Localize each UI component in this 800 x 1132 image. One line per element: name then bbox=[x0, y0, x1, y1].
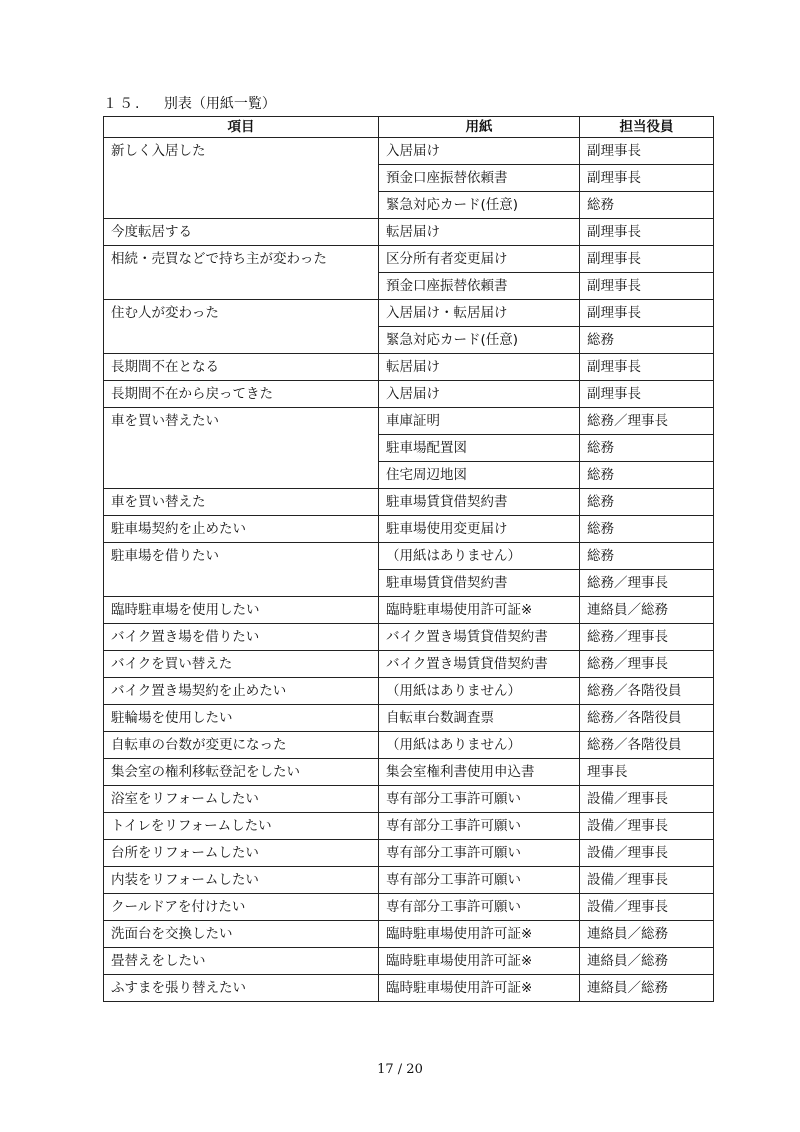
table-row bbox=[104, 138, 714, 165]
officer-cell: 設備／理事長 bbox=[580, 894, 714, 921]
form-cell: 専有部分工事許可願い bbox=[379, 840, 580, 867]
officer-cell: 副理事長 bbox=[580, 273, 714, 300]
officer-cell: 副理事長 bbox=[580, 381, 714, 408]
officer-cell: 連絡員／総務 bbox=[580, 948, 714, 975]
section-number: １５. bbox=[103, 96, 142, 112]
officer-cell: 副理事長 bbox=[580, 246, 714, 273]
item-cell bbox=[104, 273, 379, 300]
officer-cell: 設備／理事長 bbox=[580, 813, 714, 840]
table-row bbox=[104, 894, 714, 921]
officer-cell: 総務／各階役員 bbox=[580, 678, 714, 705]
form-cell: 臨時駐車場使用許可証※ bbox=[379, 975, 580, 1002]
table-row bbox=[104, 975, 714, 1002]
header-form: 用紙 bbox=[379, 117, 580, 138]
officer-cell: 総務 bbox=[580, 327, 714, 354]
table-row bbox=[104, 570, 714, 597]
table-row bbox=[104, 948, 714, 975]
officer-cell: 副理事長 bbox=[580, 138, 714, 165]
form-cell: 自転車台数調査票 bbox=[379, 705, 580, 732]
officer-cell: 総務／理事長 bbox=[580, 624, 714, 651]
item-cell bbox=[104, 192, 379, 219]
table-row bbox=[104, 813, 714, 840]
form-cell: 区分所有者変更届け bbox=[379, 246, 580, 273]
item-cell: 今度転居する bbox=[104, 219, 379, 246]
table-row bbox=[104, 489, 714, 516]
item-cell: 洗面台を交換したい bbox=[104, 921, 379, 948]
item-cell: 駐車場契約を止めたい bbox=[104, 516, 379, 543]
form-cell: （用紙はありません） bbox=[379, 732, 580, 759]
officer-cell: 総務／理事長 bbox=[580, 408, 714, 435]
item-cell: 駐車場を借りたい bbox=[104, 543, 379, 570]
form-cell: 駐車場使用変更届け bbox=[379, 516, 580, 543]
item-cell: バイク置き場を借りたい bbox=[104, 624, 379, 651]
form-cell: 駐車場賃貸借契約書 bbox=[379, 489, 580, 516]
item-cell: 浴室をリフォームしたい bbox=[104, 786, 379, 813]
officer-cell: 総務／各階役員 bbox=[580, 705, 714, 732]
item-cell: 車を買い替えた bbox=[104, 489, 379, 516]
table-row bbox=[104, 273, 714, 300]
table-row bbox=[104, 219, 714, 246]
officer-cell: 総務／理事長 bbox=[580, 651, 714, 678]
form-cell: （用紙はありません） bbox=[379, 543, 580, 570]
item-cell bbox=[104, 462, 379, 489]
table-row bbox=[104, 192, 714, 219]
item-cell: 自転車の台数が変更になった bbox=[104, 732, 379, 759]
table-row bbox=[104, 921, 714, 948]
table-row bbox=[104, 381, 714, 408]
officer-cell: 総務 bbox=[580, 489, 714, 516]
officer-cell: 連絡員／総務 bbox=[580, 597, 714, 624]
form-cell: （用紙はありません） bbox=[379, 678, 580, 705]
item-cell: バイクを買い替えた bbox=[104, 651, 379, 678]
item-cell bbox=[104, 570, 379, 597]
section-title: 別表（用紙一覧） bbox=[163, 96, 276, 112]
item-cell: 車を買い替えたい bbox=[104, 408, 379, 435]
item-cell: トイレをリフォームしたい bbox=[104, 813, 379, 840]
table-row bbox=[104, 435, 714, 462]
form-cell: バイク置き場賃貸借契約書 bbox=[379, 651, 580, 678]
table-row bbox=[104, 408, 714, 435]
item-cell bbox=[104, 165, 379, 192]
form-cell: 専有部分工事許可願い bbox=[379, 867, 580, 894]
form-cell: 緊急対応カード(任意) bbox=[379, 192, 580, 219]
form-cell: 入居届け・転居届け bbox=[379, 300, 580, 327]
item-cell: バイク置き場契約を止めたい bbox=[104, 678, 379, 705]
table-row bbox=[104, 543, 714, 570]
table-row bbox=[104, 651, 714, 678]
form-cell: 入居届け bbox=[379, 381, 580, 408]
page-number: 17 / 20 bbox=[377, 1062, 423, 1077]
officer-cell: 副理事長 bbox=[580, 219, 714, 246]
item-cell: 相続・売買などで持ち主が変わった bbox=[104, 246, 379, 273]
table-row bbox=[104, 462, 714, 489]
table-row bbox=[104, 705, 714, 732]
form-cell: 入居届け bbox=[379, 138, 580, 165]
form-cell: バイク置き場賃貸借契約書 bbox=[379, 624, 580, 651]
officer-cell: 総務 bbox=[580, 543, 714, 570]
form-cell: 緊急対応カード(任意) bbox=[379, 327, 580, 354]
table-header-row bbox=[104, 117, 714, 138]
table-row bbox=[104, 867, 714, 894]
form-cell: 駐車場賃貸借契約書 bbox=[379, 570, 580, 597]
table-row bbox=[104, 597, 714, 624]
form-cell: 住宅周辺地図 bbox=[379, 462, 580, 489]
officer-cell: 総務／各階役員 bbox=[580, 732, 714, 759]
item-cell: ふすまを張り替えたい bbox=[104, 975, 379, 1002]
item-cell: 臨時駐車場を使用したい bbox=[104, 597, 379, 624]
officer-cell: 設備／理事長 bbox=[580, 867, 714, 894]
officer-cell: 副理事長 bbox=[580, 165, 714, 192]
form-cell: 専有部分工事許可願い bbox=[379, 786, 580, 813]
form-cell: 車庫証明 bbox=[379, 408, 580, 435]
form-cell: 集会室権利書使用申込書 bbox=[379, 759, 580, 786]
officer-cell: 副理事長 bbox=[580, 300, 714, 327]
officer-cell: 連絡員／総務 bbox=[580, 975, 714, 1002]
item-cell: 内装をリフォームしたい bbox=[104, 867, 379, 894]
form-cell: 転居届け bbox=[379, 219, 580, 246]
section-heading bbox=[103, 94, 276, 114]
officer-cell: 副理事長 bbox=[580, 354, 714, 381]
item-cell bbox=[104, 327, 379, 354]
officer-cell: 総務 bbox=[580, 516, 714, 543]
table-row bbox=[104, 678, 714, 705]
item-cell bbox=[104, 435, 379, 462]
officer-cell: 総務 bbox=[580, 462, 714, 489]
item-cell: クールドアを付けたい bbox=[104, 894, 379, 921]
officer-cell: 総務 bbox=[580, 435, 714, 462]
item-cell: 住む人が変わった bbox=[104, 300, 379, 327]
form-cell: 専有部分工事許可願い bbox=[379, 813, 580, 840]
officer-cell: 総務 bbox=[580, 192, 714, 219]
officer-cell: 連絡員／総務 bbox=[580, 921, 714, 948]
officer-cell: 総務／理事長 bbox=[580, 570, 714, 597]
officer-cell: 設備／理事長 bbox=[580, 786, 714, 813]
form-cell: 臨時駐車場使用許可証※ bbox=[379, 921, 580, 948]
item-cell: 集会室の権利移転登記をしたい bbox=[104, 759, 379, 786]
table-row bbox=[104, 165, 714, 192]
form-cell: 預金口座振替依頼書 bbox=[379, 273, 580, 300]
item-cell: 新しく入居した bbox=[104, 138, 379, 165]
header-item: 項目 bbox=[104, 117, 379, 138]
officer-cell: 設備／理事長 bbox=[580, 840, 714, 867]
item-cell: 長期間不在となる bbox=[104, 354, 379, 381]
table-row bbox=[104, 786, 714, 813]
item-cell: 畳替えをしたい bbox=[104, 948, 379, 975]
table-row bbox=[104, 732, 714, 759]
form-cell: 預金口座振替依頼書 bbox=[379, 165, 580, 192]
form-cell: 駐車場配置図 bbox=[379, 435, 580, 462]
form-cell: 臨時駐車場使用許可証※ bbox=[379, 948, 580, 975]
table-body bbox=[104, 138, 714, 1002]
item-cell: 長期間不在から戻ってきた bbox=[104, 381, 379, 408]
header-officer: 担当役員 bbox=[580, 117, 714, 138]
form-cell: 専有部分工事許可願い bbox=[379, 894, 580, 921]
table-row bbox=[104, 354, 714, 381]
form-cell: 臨時駐車場使用許可証※ bbox=[379, 597, 580, 624]
table-row bbox=[104, 300, 714, 327]
item-cell: 台所をリフォームしたい bbox=[104, 840, 379, 867]
form-cell: 転居届け bbox=[379, 354, 580, 381]
officer-cell: 理事長 bbox=[580, 759, 714, 786]
table-row bbox=[104, 246, 714, 273]
forms-table bbox=[103, 116, 714, 1002]
table-row bbox=[104, 759, 714, 786]
table-row bbox=[104, 624, 714, 651]
table-row bbox=[104, 327, 714, 354]
table-row bbox=[104, 516, 714, 543]
item-cell: 駐輪場を使用したい bbox=[104, 705, 379, 732]
table-row bbox=[104, 840, 714, 867]
